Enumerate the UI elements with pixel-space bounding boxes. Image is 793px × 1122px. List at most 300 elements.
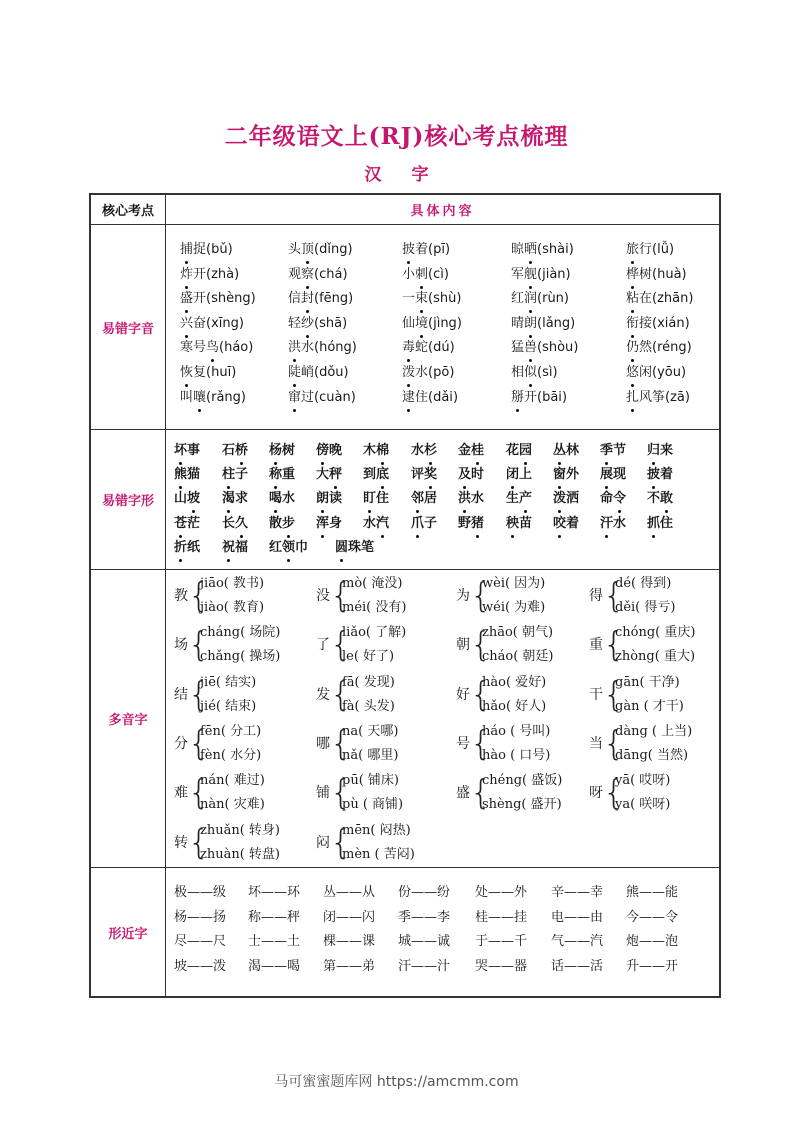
- reading-2: jié( 结束): [200, 698, 257, 714]
- emphasis-dot: [605, 535, 608, 538]
- pinyin: dú: [433, 340, 450, 356]
- word-characters: 衔接: [626, 316, 652, 332]
- emphasis-dot: [631, 261, 634, 264]
- pinyin: dǐng: [319, 242, 348, 257]
- pinyin: fēng: [319, 291, 349, 307]
- polyphone-character: 没: [316, 588, 330, 604]
- word-characters: 洪水: [458, 491, 484, 507]
- reading-1: yā( 哎呀): [615, 773, 671, 789]
- brace: {: [188, 822, 210, 863]
- pronunciation-item: [626, 340, 692, 356]
- shape-word: [316, 516, 342, 532]
- similar-pair: 闭——闪: [323, 909, 376, 925]
- paren-open: (: [428, 291, 434, 307]
- reading-2: gàn ( 才干): [615, 698, 684, 714]
- word-characters: 木棉: [363, 443, 389, 459]
- polyphone-character: 闷: [316, 834, 330, 851]
- word-characters: 披着: [402, 242, 428, 258]
- word-characters: 叫嚷: [180, 390, 206, 406]
- word-characters: 水杉: [411, 443, 437, 459]
- word-characters: 晾晒: [511, 242, 537, 258]
- paren-close: ): [449, 365, 455, 380]
- reading-1: dé( 得到): [615, 576, 672, 591]
- word-characters: 苍茫: [174, 516, 200, 532]
- paren-open: (: [652, 266, 658, 282]
- pronunciation-item: [402, 242, 450, 258]
- paren-close: ): [563, 291, 569, 307]
- row-similar-shapes: [91, 868, 719, 996]
- emphasis-dot: [321, 510, 324, 513]
- word-characters: 洪水: [288, 340, 314, 356]
- polyphone-character: 盛: [456, 785, 470, 802]
- similar-shape-list: [166, 868, 719, 996]
- word-characters: 窜过: [288, 390, 314, 406]
- emphasis-dot: [476, 462, 479, 465]
- shape-word: [335, 540, 374, 556]
- paren-close: ): [449, 340, 455, 356]
- word-characters: 圆珠笔: [335, 540, 374, 556]
- paren-open: (: [206, 266, 212, 282]
- similar-pair: 于——千: [475, 934, 528, 949]
- emphasis-dot: [381, 486, 384, 489]
- emphasis-dot: [185, 384, 188, 387]
- paren-open: (: [428, 315, 434, 331]
- polyphone-character: 呀: [589, 785, 603, 802]
- brace: {: [188, 773, 210, 814]
- paren-open: (: [537, 365, 543, 380]
- reading-1: liǎo( 了解): [342, 625, 407, 641]
- shape-word: [600, 467, 626, 483]
- shape-word: [553, 516, 579, 532]
- pronunciation-item: [288, 365, 349, 381]
- polyphone-character: 铺: [316, 785, 330, 802]
- label-error-prone-pronunciation: 易错字音: [91, 225, 166, 429]
- paren-close: ): [686, 340, 692, 356]
- word-characters: 抓住: [647, 516, 673, 532]
- pronunciation-item: [288, 267, 348, 283]
- shape-word: [647, 516, 673, 532]
- word-characters: 炸开: [180, 267, 206, 283]
- similar-pair: 渴——喝: [248, 958, 301, 974]
- pinyin: huà: [657, 266, 682, 282]
- pronunciation-item: [288, 316, 347, 332]
- reading-1: fēn( 分工): [200, 723, 262, 739]
- pinyin: shèng: [211, 291, 251, 307]
- word-characters: 粘在: [626, 291, 652, 307]
- pronunciation-item: [511, 242, 574, 258]
- pronunciation-item: [511, 365, 558, 381]
- word-characters: 逮住: [402, 390, 428, 406]
- pronunciation-item: [402, 267, 449, 283]
- paren-close: ): [552, 365, 558, 380]
- reading-2: mèn ( 苦闷): [342, 846, 415, 862]
- shape-word: [222, 443, 248, 459]
- paren-open: (: [665, 389, 671, 405]
- paren-open: (: [428, 365, 434, 380]
- paren-open: (: [206, 242, 212, 257]
- paren-open: (: [314, 242, 320, 257]
- paren-close: ): [668, 242, 675, 257]
- row-polyphones: [91, 570, 719, 868]
- pinyin: shù: [433, 291, 457, 307]
- shape-word: [363, 516, 389, 532]
- paren-close: ): [565, 266, 571, 282]
- word-characters: 山坡: [174, 491, 200, 507]
- pinyin: zā: [670, 389, 685, 405]
- pinyin: yōu: [657, 365, 681, 380]
- emphasis-dot: [652, 462, 655, 465]
- emphasis-dot: [558, 486, 561, 489]
- brace: {: [470, 773, 492, 814]
- emphasis-dot: [185, 286, 188, 289]
- paren-close: ): [688, 291, 694, 307]
- label-polyphones: 多音字: [91, 570, 166, 867]
- pronunciation-item: [180, 365, 236, 381]
- reading-2: chǎng( 操场): [200, 649, 281, 665]
- shape-word: [174, 540, 200, 556]
- reading-1: gān( 干净): [615, 674, 680, 690]
- similar-pair: 极——级: [174, 885, 227, 900]
- similar-pair: 哭——器: [475, 958, 528, 974]
- reading-2: jiào( 教育): [200, 600, 265, 615]
- paren-open: (: [537, 315, 543, 331]
- word-characters: 水汽: [363, 516, 389, 532]
- emphasis-dot: [529, 359, 532, 362]
- row-error-prone-shape: [91, 430, 719, 570]
- shape-word: [458, 443, 484, 459]
- similar-pair: 汗——汁: [398, 958, 451, 974]
- reading-2: wéi( 为难): [482, 600, 546, 615]
- brace: {: [330, 723, 352, 764]
- emphasis-dot: [274, 510, 277, 513]
- paren-close: ): [561, 389, 568, 405]
- pronunciation-item: [288, 291, 353, 307]
- shape-word: [600, 516, 626, 532]
- row-error-prone-pronunciation: [91, 225, 719, 430]
- emphasis-dot: [240, 462, 243, 465]
- word-characters: 爪子: [411, 516, 437, 532]
- emphasis-dot: [463, 510, 466, 513]
- emphasis-dot: [179, 535, 182, 538]
- reading-1: nán( 难过): [200, 773, 265, 789]
- brace: {: [330, 822, 352, 863]
- reading-1: wèi( 因为): [482, 576, 546, 591]
- emphasis-dot: [407, 359, 410, 362]
- emphasis-dot: [605, 486, 608, 489]
- emphasis-dot: [340, 559, 343, 562]
- paren-close: ): [456, 291, 462, 307]
- word-characters: 恢复: [180, 365, 206, 381]
- emphasis-dot: [558, 462, 561, 465]
- shape-word: [506, 467, 532, 483]
- similar-pair: 丛——从: [323, 885, 376, 900]
- emphasis-dot: [192, 510, 195, 513]
- pronunciation-item: [626, 316, 690, 332]
- header-details: 具体内容: [410, 204, 475, 219]
- paren-open: (: [428, 242, 434, 257]
- word-characters: 大秤: [316, 467, 342, 483]
- pinyin: bǔ: [211, 242, 228, 257]
- brace: {: [603, 625, 625, 666]
- paren-open: (: [314, 291, 320, 307]
- table-header-row: [91, 195, 719, 225]
- word-characters: 信封: [288, 291, 314, 307]
- pinyin: réng: [657, 340, 687, 356]
- word-characters: 军舰: [511, 267, 537, 283]
- similar-pair: 坏——环: [248, 885, 301, 900]
- paren-close: ): [351, 340, 357, 356]
- emphasis-dot: [306, 261, 309, 264]
- pinyin: bāi: [542, 389, 562, 405]
- similar-pair: 季——李: [398, 909, 451, 925]
- emphasis-dot: [306, 310, 309, 313]
- word-characters: 喝水: [269, 491, 295, 507]
- emphasis-dot: [416, 535, 419, 538]
- emphasis-dot: [618, 510, 621, 513]
- label-error-prone-shape: 易错字形: [91, 430, 166, 569]
- pronunciation-item: [511, 316, 575, 332]
- pinyin: lǎng: [542, 315, 571, 331]
- word-characters: 盯住: [363, 491, 389, 507]
- emphasis-dot: [240, 535, 243, 538]
- shape-word: [269, 540, 308, 556]
- pronunciation-item: [626, 267, 687, 283]
- reading-1: chéng( 盛饭): [482, 773, 563, 789]
- header-core-points: 核心考点: [91, 195, 166, 224]
- emphasis-dot: [631, 359, 634, 362]
- similar-pair: 熊——能: [626, 885, 679, 900]
- emphasis-dot: [198, 409, 201, 412]
- pinyin: pō: [433, 365, 450, 380]
- emphasis-dot: [334, 486, 337, 489]
- similar-pair: 升——开: [626, 958, 679, 974]
- emphasis-dot: [407, 409, 410, 412]
- word-characters: 掰开: [511, 390, 537, 406]
- emphasis-dot: [227, 559, 230, 562]
- word-characters: 泼洒: [553, 491, 579, 507]
- brace: {: [330, 674, 352, 715]
- emphasis-dot: [529, 261, 532, 264]
- pinyin: rùn: [542, 291, 564, 307]
- paren-close: ): [684, 315, 690, 331]
- paren-open: (: [652, 315, 658, 331]
- brace: {: [470, 625, 492, 666]
- brace: {: [330, 773, 352, 814]
- paren-close: ): [347, 242, 353, 257]
- reading-1: na( 天哪): [342, 723, 399, 739]
- word-characters: 咬着: [553, 516, 579, 532]
- polyphone-character: 号: [456, 735, 470, 752]
- pronunciation-item: [511, 291, 569, 307]
- polyphone-character: 分: [174, 735, 188, 752]
- emphasis-dot: [631, 310, 634, 313]
- brace: {: [603, 723, 625, 764]
- brace: {: [603, 674, 625, 715]
- paren-close: ): [250, 291, 256, 307]
- pinyin: shòu: [542, 340, 574, 356]
- polyphone-character: 哪: [316, 735, 330, 752]
- paren-close: ): [452, 389, 459, 405]
- emphasis-dot: [529, 384, 532, 387]
- pronunciation-item: [180, 242, 233, 258]
- pronunciation-item: [626, 242, 674, 258]
- polyphone-character: 干: [589, 686, 603, 703]
- polyphone-list: [166, 570, 719, 867]
- reading-1: zhāo( 朝气): [482, 625, 554, 641]
- paren-close: ): [570, 315, 576, 331]
- word-characters: 不敢: [647, 491, 673, 507]
- brace: {: [188, 723, 210, 764]
- shape-word: [506, 516, 532, 532]
- word-characters: 命令: [600, 491, 626, 507]
- similar-pair: 称——秤: [248, 909, 301, 925]
- paren-open: (: [537, 389, 543, 405]
- word-characters: 季节: [600, 443, 626, 459]
- paren-close: ): [234, 266, 240, 282]
- emphasis-dot: [368, 510, 371, 513]
- shape-word: [553, 491, 579, 507]
- paren-close: ): [444, 242, 451, 257]
- similar-pair: 话——活: [551, 958, 604, 974]
- paren-close: ): [248, 340, 254, 356]
- emphasis-dot: [293, 359, 296, 362]
- reading-2: ya( 咲呀): [615, 797, 671, 813]
- word-characters: 晴朗: [511, 316, 537, 332]
- similar-pair: 棵——课: [323, 934, 376, 949]
- shape-word: [222, 467, 248, 483]
- brace: {: [188, 576, 210, 616]
- reading-2: pù ( 商铺): [342, 797, 404, 813]
- word-characters: 陡峭: [288, 365, 314, 381]
- paren-close: ): [456, 315, 462, 331]
- reading-1: dàng ( 上当): [615, 723, 693, 739]
- pronunciation-item: [511, 390, 567, 406]
- pinyin: rǎng: [211, 389, 241, 405]
- paren-close: ): [681, 266, 687, 282]
- paren-open: (: [652, 365, 658, 380]
- similar-pair: 坡——泼: [174, 958, 227, 974]
- emphasis-dot: [227, 510, 230, 513]
- paren-close: ): [231, 365, 237, 380]
- shape-word: [506, 443, 532, 459]
- emphasis-dot: [179, 486, 182, 489]
- pronunciation-item: [180, 316, 244, 332]
- word-characters: 熊猫: [174, 467, 200, 483]
- word-characters: 兴奋: [180, 316, 206, 332]
- pronunciation-item: [626, 365, 686, 381]
- emphasis-dot: [631, 286, 634, 289]
- shape-word: [316, 491, 342, 507]
- word-characters: 披着: [647, 467, 673, 483]
- shape-word: [316, 443, 342, 459]
- reading-2: zhuàn( 转盘): [200, 846, 280, 862]
- paren-open: (: [428, 389, 434, 405]
- emphasis-dot: [185, 261, 188, 264]
- emphasis-dot: [420, 286, 423, 289]
- brace: {: [603, 576, 625, 616]
- emphasis-dot: [529, 286, 532, 289]
- emphasis-dot: [516, 409, 519, 412]
- word-characters: 悠闲: [626, 365, 652, 381]
- emphasis-dot: [293, 409, 296, 412]
- emphasis-dot: [558, 535, 561, 538]
- word-characters: 到底: [363, 467, 389, 483]
- paren-close: ): [238, 315, 244, 331]
- reading-1: chóng( 重庆): [615, 625, 696, 641]
- polyphone-character: 为: [456, 588, 470, 604]
- paren-open: (: [219, 340, 225, 356]
- emphasis-dot: [511, 535, 514, 538]
- pronunciation-item: [402, 316, 462, 332]
- similar-pair: 炮——泡: [626, 934, 679, 949]
- similar-pair: 电——由: [551, 909, 604, 925]
- reading-1: fā( 发现): [342, 674, 395, 690]
- polyphone-character: 朝: [456, 637, 470, 654]
- emphasis-dot: [211, 359, 214, 362]
- paren-open: (: [314, 365, 320, 380]
- polyphone-character: 教: [174, 588, 188, 604]
- word-characters: 仍然: [626, 340, 652, 356]
- pinyin: hóng: [319, 340, 352, 356]
- polyphone-character: 发: [316, 686, 330, 703]
- similar-pair: 士——土: [248, 934, 301, 949]
- pronunciation-item: [626, 291, 693, 307]
- word-characters: 坏事: [174, 443, 200, 459]
- emphasis-dot: [476, 535, 479, 538]
- brace: {: [470, 576, 492, 616]
- polyphone-character: 得: [589, 588, 603, 604]
- emphasis-dot: [558, 510, 561, 513]
- paren-open: (: [314, 315, 320, 331]
- polyphone-character: 了: [316, 637, 330, 654]
- emphasis-dot: [605, 462, 608, 465]
- reading-2: cháo( 朝廷): [482, 649, 554, 665]
- pinyin: xīng: [211, 315, 239, 331]
- pronunciation-item: [180, 340, 253, 356]
- shape-word: [316, 467, 342, 483]
- emphasis-dot: [321, 535, 324, 538]
- emphasis-dot: [524, 462, 527, 465]
- paren-open: (: [314, 266, 320, 282]
- shape-word: [222, 540, 248, 556]
- emphasis-dot: [631, 335, 634, 338]
- word-characters: 称重: [269, 467, 295, 483]
- emphasis-dot: [429, 486, 432, 489]
- emphasis-dot: [306, 286, 309, 289]
- pronunciation-item: [402, 291, 461, 307]
- word-characters: 桦树: [626, 267, 652, 283]
- pinyin: jìng: [433, 315, 457, 331]
- word-characters: 傍晚: [316, 443, 342, 459]
- emphasis-dot: [179, 462, 182, 465]
- paren-close: ): [443, 266, 449, 282]
- pinyin: huī: [211, 365, 232, 380]
- reading-2: le( 好了): [342, 649, 395, 665]
- reading-2: děi( 得亏): [615, 600, 676, 615]
- word-characters: 及时: [458, 467, 484, 483]
- word-characters: 红润: [511, 291, 537, 307]
- paren-open: (: [652, 291, 658, 307]
- pronunciation-list: [166, 225, 719, 429]
- polyphone-character: 场: [174, 637, 188, 654]
- paren-open: (: [537, 340, 543, 356]
- emphasis-dot: [652, 486, 655, 489]
- emphasis-dot: [185, 310, 188, 313]
- emphasis-dot: [381, 462, 384, 465]
- pinyin: jiàn: [542, 266, 566, 282]
- paren-close: ): [342, 266, 348, 282]
- pinyin: chá: [319, 266, 343, 282]
